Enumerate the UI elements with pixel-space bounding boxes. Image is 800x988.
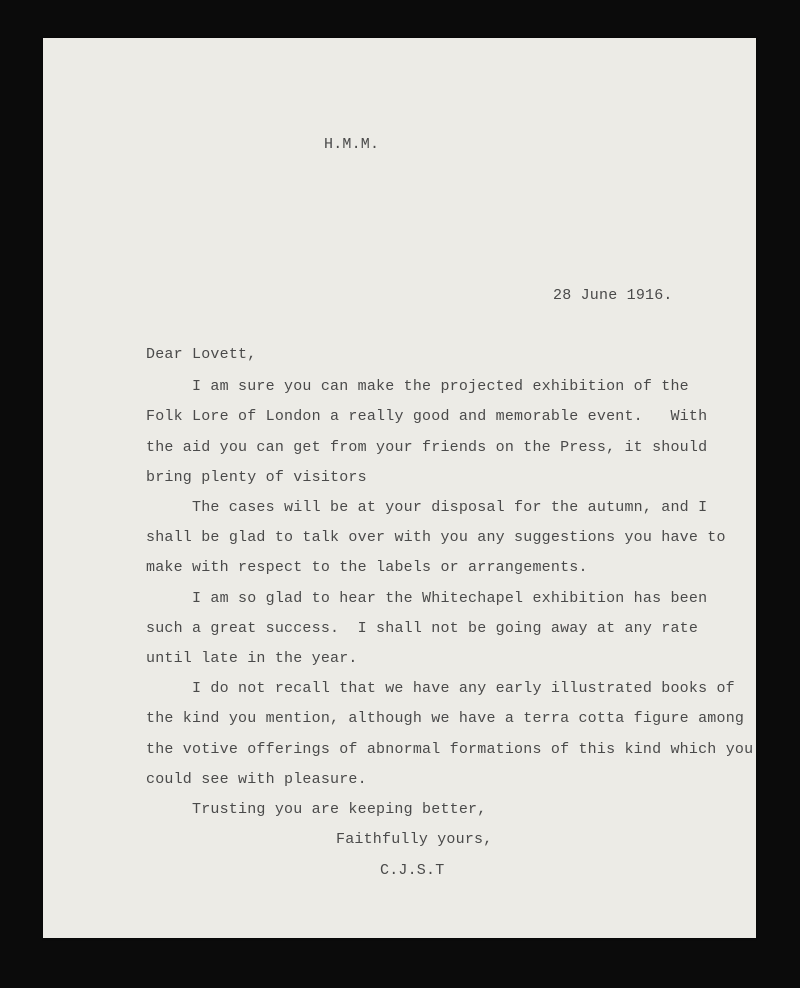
signature: C.J.S.T (380, 862, 445, 879)
body-line: make with respect to the labels or arrangements. (146, 559, 588, 576)
body-line: could see with pleasure. (146, 771, 367, 788)
body-line: The cases will be at your disposal for the autumn, and I (192, 499, 708, 516)
body-line: bring plenty of visitors (146, 469, 367, 486)
body-line: such a great success. I shall not be going away at any rate (146, 620, 699, 637)
salutation: Dear Lovett, (146, 346, 257, 363)
body-line: the votive offerings of abnormal formations of this kind which you (146, 741, 754, 758)
body-line: Folk Lore of London a really good and memorable event. With (146, 408, 708, 425)
body-line: Trusting you are keeping better, (192, 801, 487, 818)
body-line: until late in the year. (146, 650, 358, 667)
letter-header: H.M.M. (324, 136, 380, 153)
body-line: shall be glad to talk over with you any suggestions you have to (146, 529, 726, 546)
body-line: I am so glad to hear the Whitechapel exhibition has been (192, 590, 708, 607)
body-line: I am sure you can make the projected exhibition of the (192, 378, 689, 395)
body-line: I do not recall that we have any early illustrated books of (192, 680, 735, 697)
body-line: the kind you mention, although we have a terra cotta figure among (146, 710, 745, 727)
body-line: the aid you can get from your friends on the Press, it should (146, 439, 708, 456)
closing: Faithfully yours, (336, 831, 493, 848)
letter-date: 28 June 1916. (553, 287, 673, 304)
